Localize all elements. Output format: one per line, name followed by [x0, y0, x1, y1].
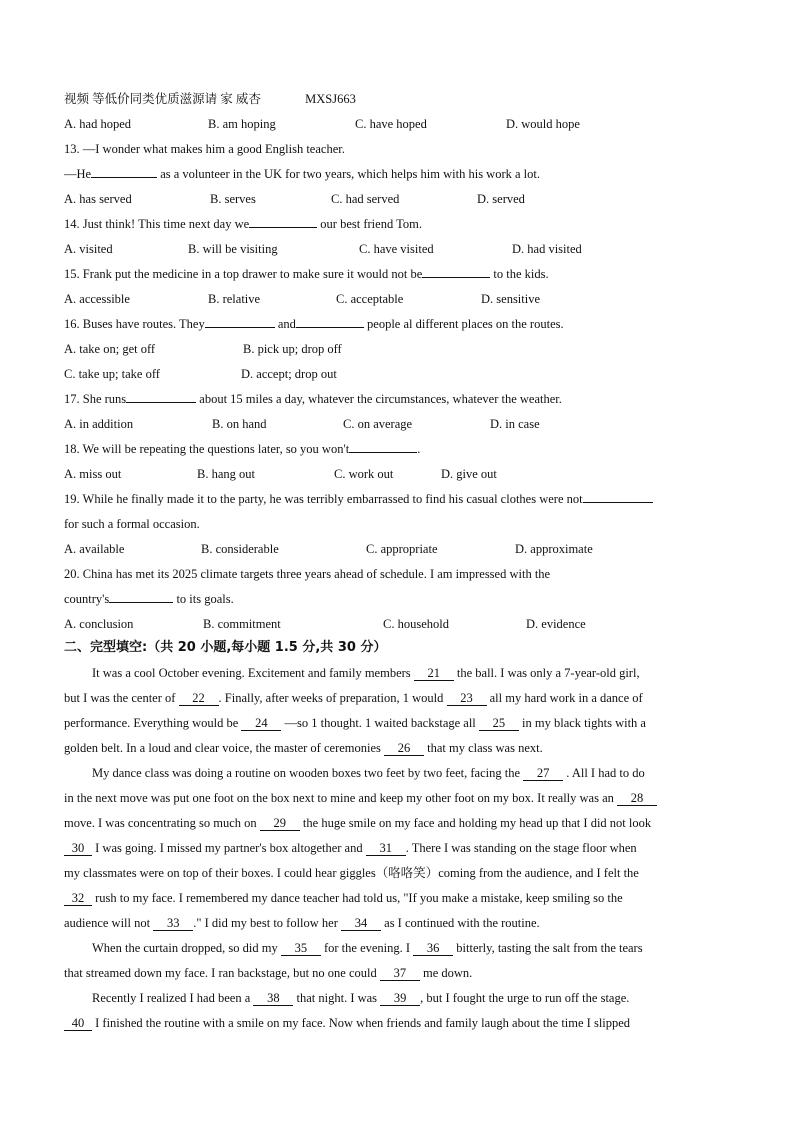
q16-option-b: B. pick up; drop off — [243, 342, 342, 356]
passage-p3-line1: When the curtain dropped, so did my 35 for the evening. I 36 bitterly, tasting the salt from the tears — [92, 941, 643, 955]
q12-option-c: C. have hoped — [355, 117, 427, 131]
cloze-blank-26: 26 — [384, 742, 424, 756]
cloze-blank-36: 36 — [413, 942, 453, 956]
cloze-blank-34: 34 — [341, 917, 381, 931]
q13-option-b: B. serves — [210, 192, 256, 206]
cloze-blank-27: 27 — [523, 767, 563, 781]
q19-blank — [583, 502, 653, 503]
cloze-blank-25: 25 — [479, 717, 519, 731]
cloze-blank-37: 37 — [380, 967, 420, 981]
q15-option-c: C. acceptable — [336, 292, 404, 306]
q17-stem: 17. She runs about 15 miles a day, whatever the circumstances, whatever the weather. — [64, 392, 562, 406]
q19-option-c: C. appropriate — [366, 542, 438, 556]
cloze-blank-38: 38 — [253, 992, 293, 1006]
q13-stem: 13. —I wonder what makes him a good English teacher. — [64, 142, 345, 156]
q18-option-b: B. hang out — [197, 467, 255, 481]
passage-p2-line4: 30 I was going. I missed my partner's box altogether and 31 . There I was standing on the stage floor when — [64, 840, 637, 856]
q18-stem: 18. We will be repeating the questions later, so you won't . — [64, 442, 421, 456]
q15-option-d: D. sensitive — [481, 292, 541, 306]
q17-option-b: B. on hand — [212, 417, 267, 431]
q16-blank-1 — [205, 327, 275, 328]
q20-option-a: A. conclusion — [64, 617, 134, 631]
passage-p2-line6: 32 rush to my face. I remembered my dance teacher had told us, "If you make a mistake, keep smiling so the — [64, 890, 623, 906]
q12-option-d: D. would hope — [506, 117, 580, 131]
q13-option-c: C. had served — [331, 192, 400, 206]
q18-option-c: C. work out — [334, 467, 394, 481]
cloze-blank-28: 28 — [617, 792, 657, 806]
passage-p2-line2: in the next move was put one foot on the box next to mine and keep my other foot on my box. It really was an 28 — [64, 790, 657, 806]
q14-option-c: C. have visited — [359, 242, 434, 256]
q16-blank-2 — [296, 327, 364, 328]
q19-option-b: B. considerable — [201, 542, 279, 556]
q16-options-row1 — [64, 341, 764, 357]
q18-option-a: A. miss out — [64, 467, 122, 481]
q19-option-a: A. available — [64, 542, 125, 556]
q18-options — [64, 466, 764, 482]
cloze-blank-35: 35 — [281, 942, 321, 956]
q14-option-b: B. will be visiting — [188, 242, 278, 256]
cloze-blank-23: 23 — [447, 692, 487, 706]
section-heading-cloze: 二、完型填空:（共 20 小题,每小题 1.5 分,共 30 分） — [64, 640, 387, 655]
watermark-text: 视频 等低价同类优质滋源请 家 威杏 — [64, 92, 261, 106]
q20-option-b: B. commitment — [203, 617, 281, 631]
passage-p1-line4: golden belt. In a loud and clear voice, the master of ceremonies 26 that my class was next. — [64, 741, 543, 755]
q14-stem: 14. Just think! This time next day we our best friend Tom. — [64, 217, 422, 231]
cloze-blank-29: 29 — [260, 817, 300, 831]
q13-dialog-line: —He as a volunteer in the UK for two years, which helps him with his work a lot. — [64, 167, 540, 181]
q13-option-a: A. has served — [64, 192, 132, 206]
cloze-blank-40: 40 — [64, 1017, 92, 1031]
q20-options — [64, 616, 764, 632]
q13-blank — [91, 177, 157, 178]
q19-options — [64, 541, 764, 557]
q17-option-c: C. on average — [343, 417, 413, 431]
cloze-blank-32: 32 — [64, 892, 92, 906]
q17-option-d: D. in case — [490, 417, 540, 431]
passage-p1-line1: It was a cool October evening. Excitement and family members 21 the ball. I was only a 7-year-old girl, — [92, 666, 640, 680]
passage-p4-line1: Recently I realized I had been a 38 that night. I was 39 , but I fought the urge to run off the stage. — [92, 991, 630, 1005]
cloze-blank-21: 21 — [414, 667, 454, 681]
q15-stem: 15. Frank put the medicine in a top drawer to make sure it would not be to the kids. — [64, 267, 549, 281]
q12-option-b: B. am hoping — [208, 117, 276, 131]
passage-p2-line1: My dance class was doing a routine on wooden boxes two feet by two feet, facing the 27 . All I had to do — [92, 766, 645, 780]
q13-options — [64, 191, 764, 207]
q19-option-d: D. approximate — [515, 542, 593, 556]
q17-blank — [126, 402, 196, 403]
passage-p2-line7: audience will not 33 ." I did my best to follow her 34 as I continued with the routine. — [64, 916, 540, 930]
q15-blank — [422, 277, 490, 278]
q16-stem: 16. Buses have routes. They and people al different places on the routes. — [64, 317, 564, 331]
passage-p2-line5: my classmates were on top of their boxes. I could hear giggles（咯咯笑）coming from the audience, and I felt the — [64, 866, 639, 880]
cloze-blank-22: 22 — [179, 692, 219, 706]
q20-option-d: D. evidence — [526, 617, 586, 631]
q20-stem: 20. China has met its 2025 climate targets three years ahead of schedule. I am impressed with the — [64, 567, 551, 581]
exam-code: MXSJ663 — [305, 92, 356, 106]
q14-option-a: A. visited — [64, 242, 113, 256]
cloze-blank-33: 33 — [153, 917, 193, 931]
q15-options — [64, 291, 764, 307]
q17-options — [64, 416, 764, 432]
q15-option-b: B. relative — [208, 292, 261, 306]
q16-option-d: D. accept; drop out — [241, 367, 337, 381]
q18-option-d: D. give out — [441, 467, 497, 481]
passage-p1-line3: performance. Everything would be 24 —so 1 thought. 1 waited backstage all 25 in my black tights with a — [64, 716, 646, 730]
q12-option-a: A. had hoped — [64, 117, 131, 131]
q20-option-c: C. household — [383, 617, 449, 631]
cloze-blank-31: 31 — [366, 842, 406, 856]
q14-option-d: D. had visited — [512, 242, 582, 256]
header-line — [64, 91, 356, 107]
cloze-blank-24: 24 — [241, 717, 281, 731]
q14-options — [64, 241, 764, 257]
q12-options — [64, 116, 764, 132]
q19-stem-line2: for such a formal occasion. — [64, 517, 200, 531]
passage-p3-line2: that streamed down my face. I ran backstage, but no one could 37 me down. — [64, 966, 473, 980]
q17-option-a: A. in addition — [64, 417, 134, 431]
passage-p2-line3: move. I was concentrating so much on 29 the huge smile on my face and holding my head up that I did not look — [64, 816, 652, 830]
q19-stem: 19. While he finally made it to the party, he was terribly embarrassed to find his casual clothes were not — [64, 491, 653, 507]
q14-blank — [249, 227, 317, 228]
q20-blank — [109, 602, 173, 603]
q13-option-d: D. served — [477, 192, 525, 206]
q16-options-row2 — [64, 366, 764, 382]
q15-option-a: A. accessible — [64, 292, 130, 306]
q16-option-a: A. take on; get off — [64, 342, 156, 356]
q16-option-c: C. take up; take off — [64, 367, 160, 381]
q20-stem-line2: country's to its goals. — [64, 592, 234, 606]
cloze-blank-39: 39 — [380, 992, 420, 1006]
passage-p1-line2: but I was the center of 22 . Finally, after weeks of preparation, 1 would 23 all my hard work in a dance of — [64, 691, 643, 705]
passage-p4-line2: 40 I finished the routine with a smile on my face. Now when friends and family laugh about the time I slipped — [64, 1015, 630, 1031]
q18-blank — [349, 452, 417, 453]
cloze-blank-30: 30 — [64, 842, 92, 856]
